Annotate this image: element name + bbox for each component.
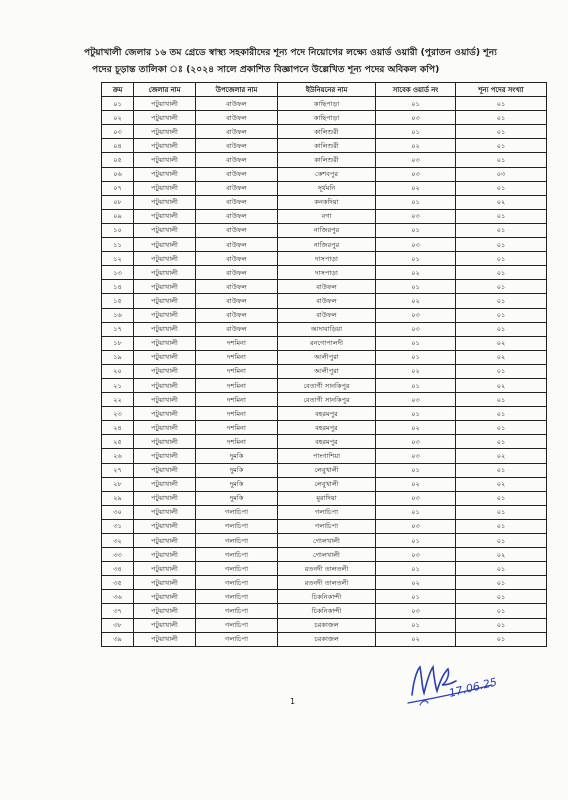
cell-ward: ০১ — [376, 463, 456, 477]
cell-ward: ০১ — [376, 505, 456, 519]
table-row — [102, 195, 547, 209]
cell-serial: ৩৩ — [102, 548, 134, 562]
cell-vacancies: ০১ — [456, 590, 547, 604]
cell-serial: ৩০ — [102, 505, 134, 519]
cell-district: পটুয়াখালী — [134, 209, 196, 223]
cell-union: দাসপাড়া — [278, 266, 376, 280]
cell-union: আলীপুরা — [278, 350, 376, 364]
header-vacancies: শূন্য পদের সংখ্যা — [456, 83, 547, 97]
cell-serial: ৩৭ — [102, 604, 134, 618]
table-row — [102, 153, 547, 167]
table-row — [102, 139, 547, 153]
cell-vacancies: ০১ — [456, 153, 547, 167]
cell-upazila: বাউফল — [196, 266, 278, 280]
cell-upazila: বাউফল — [196, 209, 278, 223]
cell-district: পটুয়াখালী — [134, 618, 196, 632]
cell-union: বেতাগী সানকিপুর — [278, 378, 376, 392]
cell-union: পাংগাশিয়া — [278, 449, 376, 463]
table-row — [102, 491, 547, 505]
cell-vacancies: ০১ — [456, 97, 547, 111]
cell-upazila: বাউফল — [196, 238, 278, 252]
cell-vacancies: ০২ — [456, 548, 547, 562]
table-row — [102, 576, 547, 590]
cell-ward: ০১ — [376, 562, 456, 576]
cell-district: পটুয়াখালী — [134, 378, 196, 392]
cell-ward: ০৩ — [376, 167, 456, 181]
header-district: জেলার নাম — [134, 83, 196, 97]
table-row — [102, 350, 547, 364]
header-ward: সাবেক ওয়ার্ড নং — [376, 83, 456, 97]
cell-district: পটুয়াখালী — [134, 308, 196, 322]
cell-ward: ০২ — [376, 632, 456, 646]
cell-ward: ০২ — [376, 139, 456, 153]
cell-union: চরকাজল — [278, 632, 376, 646]
cell-union: গোলখালী — [278, 534, 376, 548]
cell-vacancies: ০২ — [456, 477, 547, 491]
cell-upazila: বাউফল — [196, 97, 278, 111]
table-row — [102, 407, 547, 421]
cell-ward: ০২ — [376, 576, 456, 590]
cell-upazila: গলাচিপা — [196, 562, 278, 576]
cell-vacancies: ০১ — [456, 294, 547, 308]
cell-ward: ০৩ — [376, 153, 456, 167]
cell-ward: ০৩ — [376, 111, 456, 125]
cell-serial: ২৩ — [102, 407, 134, 421]
table-row — [102, 364, 547, 378]
cell-serial: ০৩ — [102, 125, 134, 139]
cell-upazila: গলাচিপা — [196, 590, 278, 604]
cell-district: পটুয়াখালী — [134, 491, 196, 505]
cell-union: কালিশুরী — [278, 153, 376, 167]
cell-serial: ০২ — [102, 111, 134, 125]
cell-vacancies: ০১ — [456, 562, 547, 576]
cell-union: আদাবাড়িয়া — [278, 322, 376, 336]
cell-upazila: বাউফল — [196, 125, 278, 139]
cell-district: পটুয়াখালী — [134, 238, 196, 252]
title-line-2: পদের চূড়ান্ত তালিকা ঃ (২০২৪ সালে প্রকাশিত বিজ্ঞাপনে উল্লেখিত শূন্য পদের অবিকল কপি) — [92, 64, 440, 75]
table-row — [102, 463, 547, 477]
cell-ward: ০৩ — [376, 322, 456, 336]
table-row — [102, 336, 547, 350]
cell-serial: ০৪ — [102, 139, 134, 153]
table-row — [102, 238, 547, 252]
cell-serial: ১৮ — [102, 336, 134, 350]
cell-district: পটুয়াখালী — [134, 364, 196, 378]
cell-vacancies: ০১ — [456, 534, 547, 548]
cell-serial: ২০ — [102, 364, 134, 378]
cell-ward: ০১ — [376, 534, 456, 548]
cell-district: পটুয়াখালী — [134, 294, 196, 308]
cell-ward: ০২ — [376, 477, 456, 491]
cell-upazila: দুমকি — [196, 491, 278, 505]
cell-ward: ০১ — [376, 407, 456, 421]
cell-vacancies: ০১ — [456, 435, 547, 449]
table-row — [102, 505, 547, 519]
cell-serial: ০৮ — [102, 195, 134, 209]
cell-serial: ৩৬ — [102, 590, 134, 604]
cell-ward: ০১ — [376, 97, 456, 111]
cell-district: পটুয়াখালী — [134, 280, 196, 294]
cell-district: পটুয়াখালী — [134, 463, 196, 477]
cell-upazila: গলাচিপা — [196, 604, 278, 618]
cell-serial: ৩৮ — [102, 618, 134, 632]
cell-serial: ১০ — [102, 223, 134, 237]
table-row — [102, 266, 547, 280]
cell-vacancies: ০৩ — [456, 167, 547, 181]
cell-district: পটুয়াখালী — [134, 548, 196, 562]
cell-upazila: গলাচিপা — [196, 618, 278, 632]
cell-upazila: দুমকি — [196, 449, 278, 463]
cell-serial: ৩৫ — [102, 576, 134, 590]
cell-ward: ০৩ — [376, 491, 456, 505]
table-row — [102, 548, 547, 562]
cell-ward: ০৩ — [376, 435, 456, 449]
cell-district: পটুয়াখালী — [134, 407, 196, 421]
cell-serial: ১৩ — [102, 266, 134, 280]
cell-union: রতনদী তালতলী — [278, 562, 376, 576]
cell-district: পটুয়াখালী — [134, 97, 196, 111]
cell-district: পটুয়াখালী — [134, 252, 196, 266]
cell-serial: ০৬ — [102, 167, 134, 181]
table-row — [102, 449, 547, 463]
cell-serial: ২৭ — [102, 463, 134, 477]
vacancy-table — [101, 82, 547, 647]
cell-serial: ১৬ — [102, 308, 134, 322]
cell-ward: ০১ — [376, 350, 456, 364]
cell-upazila: বাউফল — [196, 167, 278, 181]
table-row — [102, 393, 547, 407]
cell-upazila: দশমিনা — [196, 336, 278, 350]
cell-serial: ০৫ — [102, 153, 134, 167]
cell-union: নাজিরপুর — [278, 223, 376, 237]
cell-vacancies: ০১ — [456, 308, 547, 322]
cell-upazila: বাউফল — [196, 252, 278, 266]
table-row — [102, 167, 547, 181]
cell-vacancies: ০১ — [456, 238, 547, 252]
cell-union: কাছিপাড়া — [278, 111, 376, 125]
cell-union: আলীপুরা — [278, 364, 376, 378]
cell-district: পটুয়াখালী — [134, 266, 196, 280]
cell-union: লেবুখালী — [278, 463, 376, 477]
cell-serial: ১৯ — [102, 350, 134, 364]
cell-serial: ৩১ — [102, 519, 134, 533]
table-row — [102, 632, 547, 646]
cell-vacancies: ০১ — [456, 223, 547, 237]
cell-union: লেবুখালী — [278, 477, 376, 491]
cell-serial: ২৪ — [102, 421, 134, 435]
cell-vacancies: ০১ — [456, 139, 547, 153]
cell-upazila: দশমিনা — [196, 364, 278, 378]
cell-union: বাউফল — [278, 280, 376, 294]
table-row — [102, 562, 547, 576]
cell-upazila: গলাচিপা — [196, 576, 278, 590]
cell-upazila: গলাচিপা — [196, 534, 278, 548]
cell-district: পটুয়াখালী — [134, 632, 196, 646]
cell-serial: ০৭ — [102, 181, 134, 195]
cell-vacancies: ০১ — [456, 181, 547, 195]
cell-union: বাউফল — [278, 308, 376, 322]
cell-serial: ২৫ — [102, 435, 134, 449]
cell-district: পটুয়াখালী — [134, 449, 196, 463]
table-row — [102, 322, 547, 336]
cell-district: পটুয়াখালী — [134, 477, 196, 491]
cell-vacancies: ০২ — [456, 449, 547, 463]
cell-ward: ০২ — [376, 294, 456, 308]
cell-district: পটুয়াখালী — [134, 435, 196, 449]
cell-union: গোলখালী — [278, 548, 376, 562]
cell-district: পটুয়াখালী — [134, 421, 196, 435]
cell-union: বহরমপুর — [278, 435, 376, 449]
cell-vacancies: ০১ — [456, 393, 547, 407]
cell-vacancies: ০১ — [456, 266, 547, 280]
cell-vacancies: ০২ — [456, 336, 547, 350]
table-row — [102, 223, 547, 237]
cell-district: পটুয়াখালী — [134, 505, 196, 519]
cell-vacancies: ০১ — [456, 252, 547, 266]
cell-union: বহরমপুর — [278, 407, 376, 421]
cell-upazila: বাউফল — [196, 195, 278, 209]
cell-ward: ০২ — [376, 266, 456, 280]
cell-district: পটুয়াখালী — [134, 125, 196, 139]
cell-serial: ১৫ — [102, 294, 134, 308]
table-row — [102, 618, 547, 632]
cell-union: রনগোপালদী — [278, 336, 376, 350]
cell-serial: ৩৯ — [102, 632, 134, 646]
header-serial: ক্রম — [102, 83, 134, 97]
cell-union: রতনদী তালতলী — [278, 576, 376, 590]
cell-vacancies: ০১ — [456, 209, 547, 223]
cell-upazila: বাউফল — [196, 139, 278, 153]
cell-upazila: বাউফল — [196, 181, 278, 195]
cell-upazila: বাউফল — [196, 322, 278, 336]
cell-upazila: দশমিনা — [196, 421, 278, 435]
cell-union: বহরমপুর — [278, 421, 376, 435]
header-union: ইউনিয়নের নাম — [278, 83, 376, 97]
page-number: 1 — [290, 697, 296, 706]
cell-district: পটুয়াখালী — [134, 181, 196, 195]
cell-vacancies: ০১ — [456, 519, 547, 533]
cell-district: পটুয়াখালী — [134, 393, 196, 407]
table-row — [102, 519, 547, 533]
cell-upazila: দশমিনা — [196, 393, 278, 407]
cell-ward: ০২ — [376, 364, 456, 378]
cell-vacancies: ০১ — [456, 421, 547, 435]
cell-upazila: বাউফল — [196, 280, 278, 294]
cell-union: কেশবপুর — [278, 167, 376, 181]
cell-union: বগা — [278, 209, 376, 223]
cell-vacancies: ০১ — [456, 491, 547, 505]
cell-vacancies: ০১ — [456, 632, 547, 646]
table-row — [102, 294, 547, 308]
cell-union: নাজিরপুর — [278, 238, 376, 252]
cell-upazila: গলাচিপা — [196, 505, 278, 519]
cell-vacancies: ০২ — [456, 350, 547, 364]
cell-union: দাসপাড়া — [278, 252, 376, 266]
cell-district: পটুয়াখালী — [134, 534, 196, 548]
cell-district: পটুয়াখালী — [134, 519, 196, 533]
cell-upazila: দশমিনা — [196, 378, 278, 392]
cell-union: গলাচিপা — [278, 505, 376, 519]
cell-district: পটুয়াখালী — [134, 167, 196, 181]
cell-vacancies: ০১ — [456, 604, 547, 618]
cell-upazila: গলাচিপা — [196, 548, 278, 562]
cell-serial: ৩২ — [102, 534, 134, 548]
cell-vacancies: ০১ — [456, 576, 547, 590]
cell-upazila: বাউফল — [196, 308, 278, 322]
cell-serial: ১৪ — [102, 280, 134, 294]
cell-district: পটুয়াখালী — [134, 322, 196, 336]
table-row — [102, 97, 547, 111]
cell-union: মুরাদিয়া — [278, 491, 376, 505]
cell-vacancies: ০১ — [456, 364, 547, 378]
cell-vacancies: ০১ — [456, 280, 547, 294]
cell-serial: ২৯ — [102, 491, 134, 505]
table-row — [102, 421, 547, 435]
table-body — [102, 97, 547, 647]
cell-ward: ০১ — [376, 280, 456, 294]
cell-vacancies: ০২ — [456, 378, 547, 392]
table-row — [102, 209, 547, 223]
cell-serial: ০৯ — [102, 209, 134, 223]
cell-vacancies: ০১ — [456, 125, 547, 139]
table-header-row — [102, 83, 547, 97]
cell-vacancies: ০১ — [456, 618, 547, 632]
cell-union: কালিশুরী — [278, 139, 376, 153]
table-row — [102, 308, 547, 322]
cell-union: সূর্যমনি — [278, 181, 376, 195]
cell-serial: ২৬ — [102, 449, 134, 463]
cell-ward: ০৩ — [376, 449, 456, 463]
table-row — [102, 435, 547, 449]
cell-ward: ০৩ — [376, 519, 456, 533]
cell-vacancies: ০১ — [456, 505, 547, 519]
header-upazila: উপজেলার নাম — [196, 83, 278, 97]
cell-ward: ০৩ — [376, 548, 456, 562]
cell-serial: ১১ — [102, 238, 134, 252]
cell-upazila: বাউফল — [196, 111, 278, 125]
cell-ward: ০৩ — [376, 308, 456, 322]
cell-union: কাছিপাড়া — [278, 97, 376, 111]
cell-vacancies: ০২ — [456, 195, 547, 209]
document-title — [84, 44, 499, 78]
cell-serial: ২২ — [102, 393, 134, 407]
cell-vacancies: ০১ — [456, 111, 547, 125]
cell-upazila: দশমিনা — [196, 407, 278, 421]
title-line-1: পটুয়াখালী জেলার ১৬ তম গ্রেডে স্বাস্থ্য সহকারীদের শূন্য পদে নিয়োগের লক্ষ্যে ওয়ার্ড ওয়ারী (পুরাতন ওয়ার্ড) শূন্য — [84, 47, 497, 58]
cell-district: পটুয়াখালী — [134, 223, 196, 237]
table-row — [102, 590, 547, 604]
table-row — [102, 477, 547, 491]
cell-upazila: গলাচিপা — [196, 519, 278, 533]
table-row — [102, 252, 547, 266]
cell-ward: ০১ — [376, 195, 456, 209]
cell-ward: ০৩ — [376, 209, 456, 223]
cell-union: বাউফল — [278, 294, 376, 308]
cell-union: চিকনিকান্দী — [278, 604, 376, 618]
cell-district: পটুয়াখালী — [134, 562, 196, 576]
cell-upazila: দুমকি — [196, 477, 278, 491]
cell-ward: ০১ — [376, 618, 456, 632]
cell-ward: ০১ — [376, 336, 456, 350]
cell-district: পটুয়াখালী — [134, 336, 196, 350]
cell-district: পটুয়াখালী — [134, 604, 196, 618]
cell-upazila: দুমকি — [196, 463, 278, 477]
cell-ward: ০১ — [376, 252, 456, 266]
cell-upazila: বাউফল — [196, 153, 278, 167]
cell-district: পটুয়াখালী — [134, 111, 196, 125]
cell-ward: ০৩ — [376, 604, 456, 618]
cell-union: চরকাজল — [278, 618, 376, 632]
handwritten-signature — [400, 655, 510, 715]
table-row — [102, 111, 547, 125]
cell-union: কালিশুরী — [278, 125, 376, 139]
cell-union: চিকনিকান্দী — [278, 590, 376, 604]
table-row — [102, 604, 547, 618]
cell-ward: ০৩ — [376, 238, 456, 252]
cell-district: পটুয়াখালী — [134, 576, 196, 590]
cell-upazila: বাউফল — [196, 223, 278, 237]
cell-serial: ০১ — [102, 97, 134, 111]
cell-ward: ০১ — [376, 378, 456, 392]
cell-serial: ১৭ — [102, 322, 134, 336]
cell-upazila: গলাচিপা — [196, 632, 278, 646]
cell-union: গলাচিপা — [278, 519, 376, 533]
cell-vacancies: ০১ — [456, 322, 547, 336]
table-row — [102, 378, 547, 392]
cell-upazila: দশমিনা — [196, 435, 278, 449]
cell-ward: ০৩ — [376, 393, 456, 407]
cell-ward: ০১ — [376, 223, 456, 237]
cell-serial: ২১ — [102, 378, 134, 392]
cell-district: পটুয়াখালী — [134, 590, 196, 604]
cell-district: পটুয়াখালী — [134, 195, 196, 209]
cell-union: কনকদিয়া — [278, 195, 376, 209]
cell-serial: ৩৪ — [102, 562, 134, 576]
cell-upazila: দশমিনা — [196, 350, 278, 364]
cell-ward: ০২ — [376, 421, 456, 435]
table-row — [102, 534, 547, 548]
table-row — [102, 181, 547, 195]
cell-ward: ০২ — [376, 181, 456, 195]
cell-ward: ০১ — [376, 590, 456, 604]
cell-district: পটুয়াখালী — [134, 153, 196, 167]
table-row — [102, 125, 547, 139]
cell-serial: ১২ — [102, 252, 134, 266]
svg-text:17.06.25: 17.06.25 — [447, 675, 499, 700]
cell-serial: ২৮ — [102, 477, 134, 491]
cell-district: পটুয়াখালী — [134, 350, 196, 364]
cell-vacancies: ০১ — [456, 407, 547, 421]
table-row — [102, 280, 547, 294]
cell-district: পটুয়াখালী — [134, 139, 196, 153]
cell-union: বেতাগী সানকিপুর — [278, 393, 376, 407]
cell-ward: ০১ — [376, 125, 456, 139]
cell-upazila: বাউফল — [196, 294, 278, 308]
cell-vacancies: ০১ — [456, 463, 547, 477]
